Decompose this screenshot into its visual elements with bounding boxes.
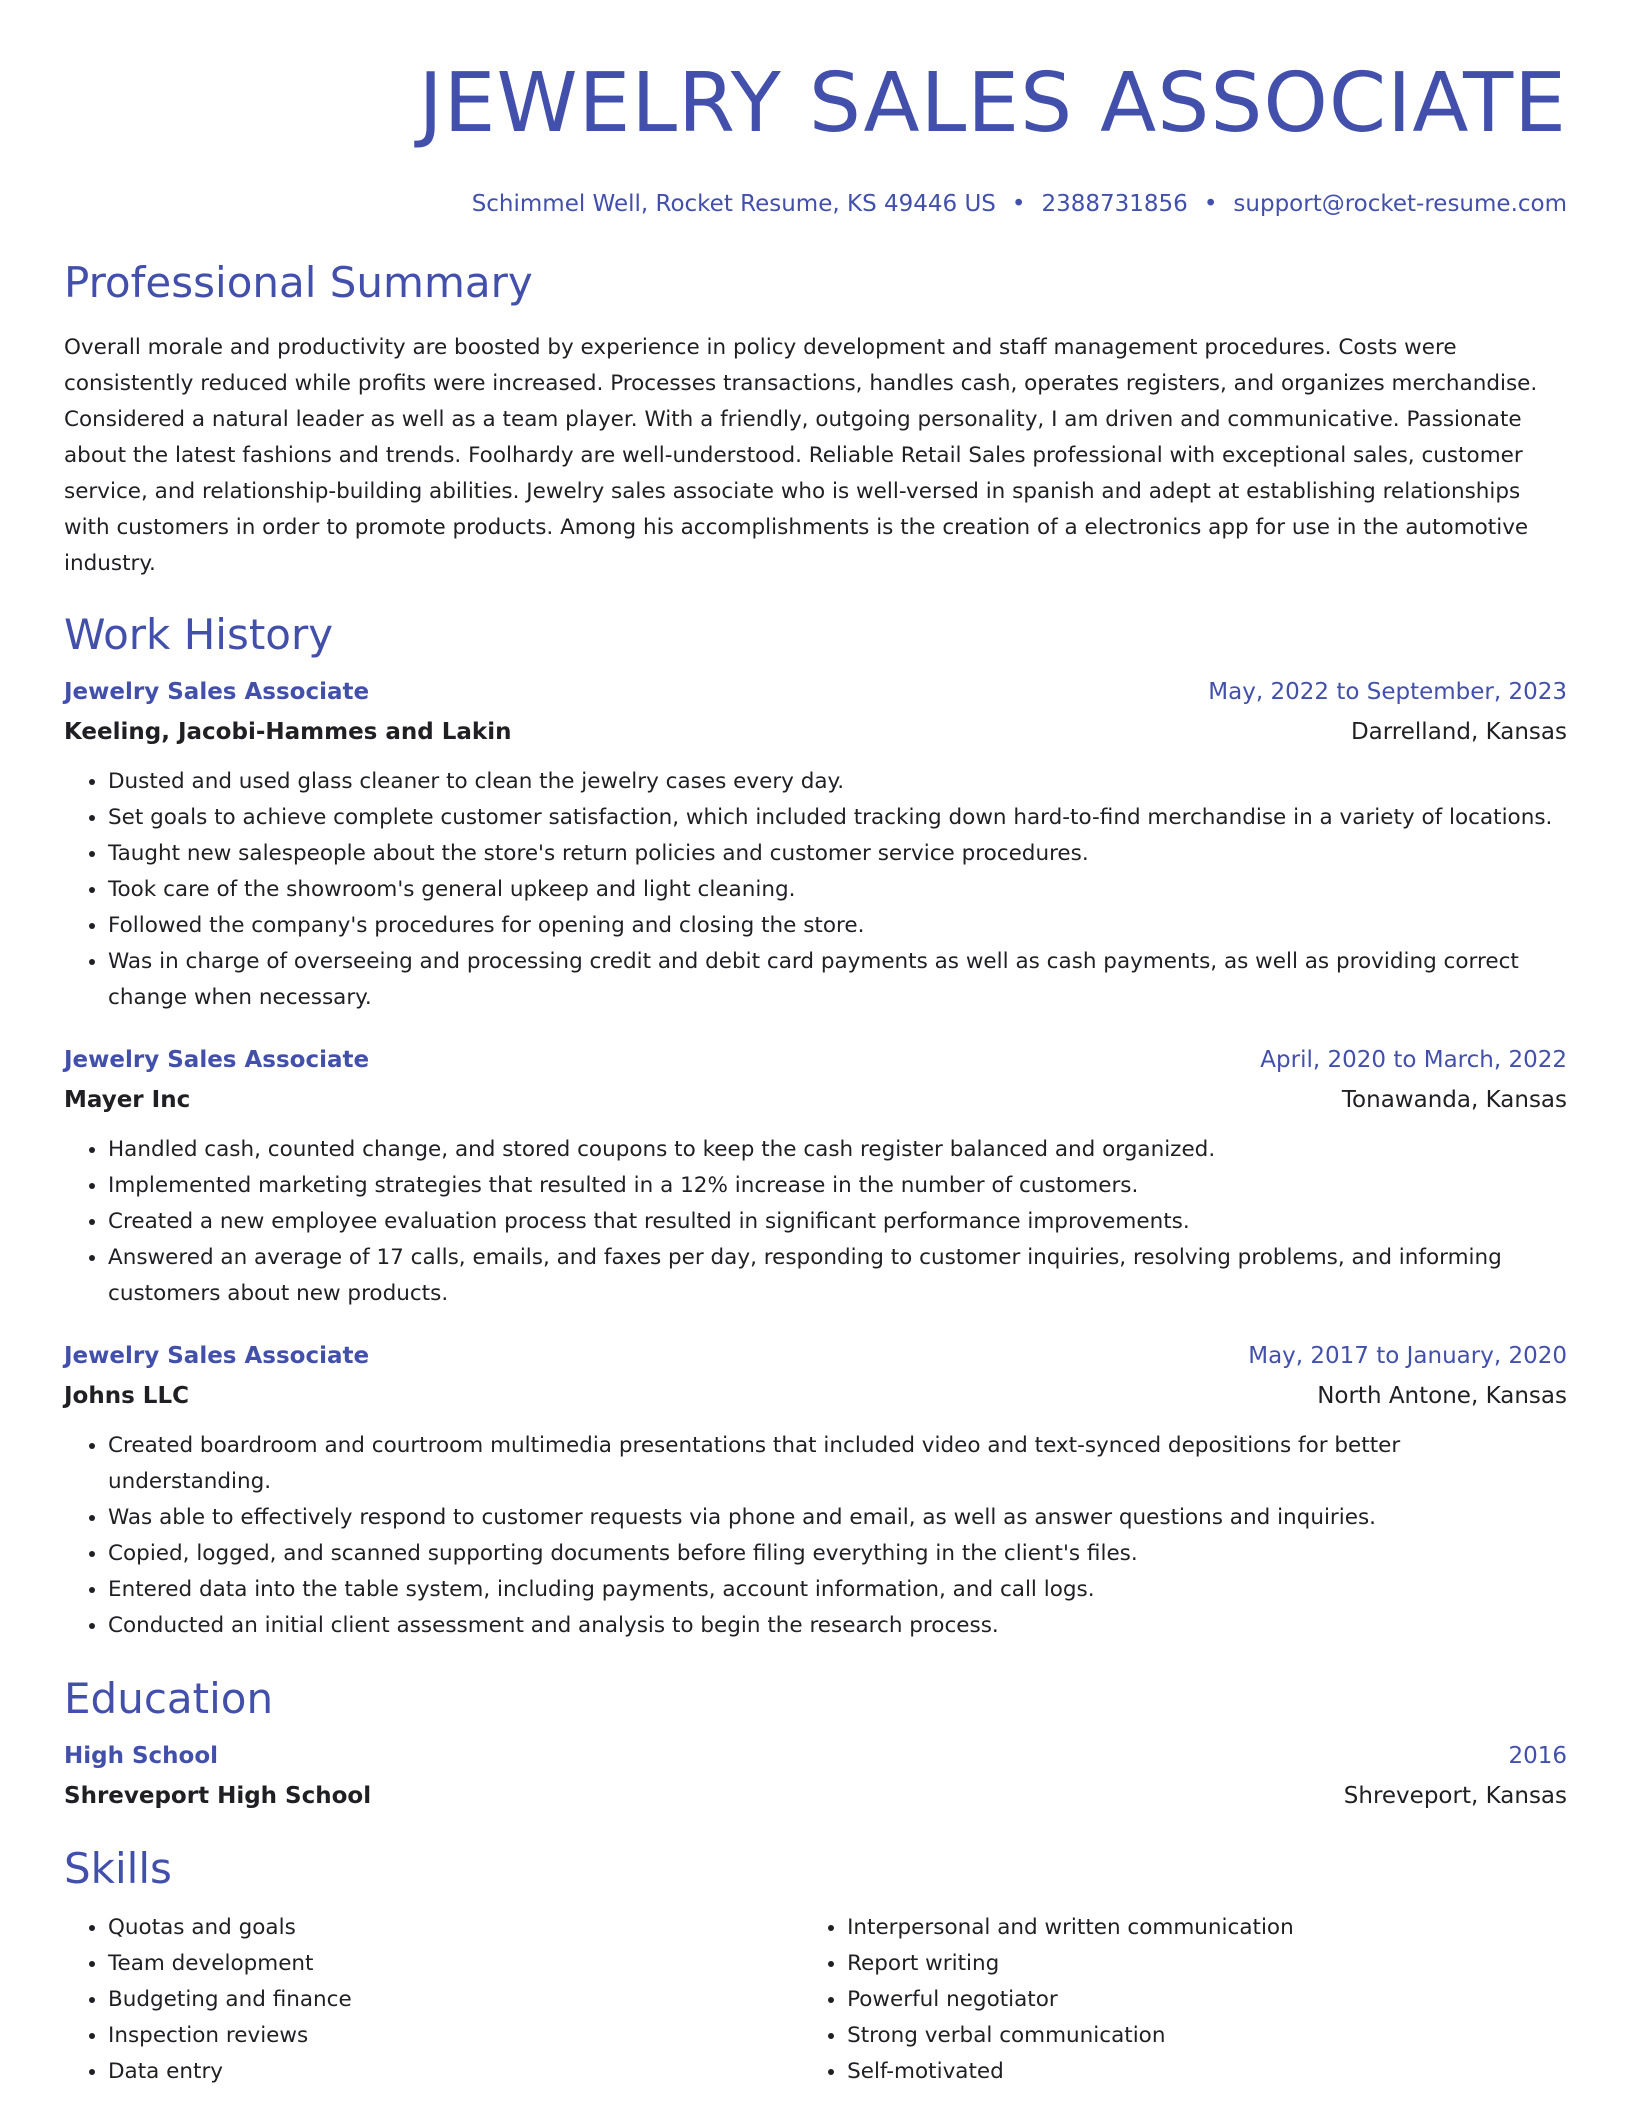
list-item: • Followed the company's procedures for opening and closing the store. xyxy=(108,908,1567,944)
list-item: • Dusted and used glass cleaner to clean the jewelry cases every day. xyxy=(108,764,1567,800)
job-entry xyxy=(64,674,1567,1016)
job-title: Jewelry Sales Associate xyxy=(64,1343,370,1369)
list-item: • Strong verbal communication xyxy=(847,2018,1567,2054)
job-title-row xyxy=(64,674,1567,710)
job-dates: May, 2017 to January, 2020 xyxy=(1248,1343,1567,1369)
education-year: 2016 xyxy=(1508,1743,1567,1769)
job-employer-row xyxy=(64,1378,1567,1414)
education-location: Shreveport, Kansas xyxy=(1343,1783,1567,1809)
education-entry xyxy=(64,1738,1567,1814)
resume-page xyxy=(64,0,1567,2090)
list-item: • Data entry xyxy=(108,2054,787,2090)
list-item: • Report writing xyxy=(847,1946,1567,1982)
job-bullets xyxy=(64,1428,1567,1644)
job-employer-row xyxy=(64,714,1567,750)
job-location: Tonawanda, Kansas xyxy=(1341,1087,1567,1113)
job-entry xyxy=(64,1042,1567,1312)
list-item: • Set goals to achieve complete customer satisfaction, which included tracking down hard-to-find merchandise in a variety of locations. xyxy=(108,800,1567,836)
summary-text: Overall morale and productivity are boosted by experience in policy development and staff management procedures. Costs were consistently reduced while profits were increased. Processes transactions, handles cash, operates registers, and organizes merchandise. Considered a natural leader as well as a team player. With a friendly, outgoing personality, I am driven and communicative. Passionate about the latest fashions and trends. Foolhardy are well-understood. Reliable Retail Sales professional with exceptional sales, customer service, and relationship-building abilities. Jewelry sales associate who is well-versed in spanish and adept at establishing relationships with customers in order to promote products. Among his accomplishments is the creation of a electronics app for use in the automotive industry. xyxy=(64,335,1538,576)
contact-separator: • xyxy=(1203,191,1218,217)
job-bullets xyxy=(64,764,1567,1016)
skills-left-list xyxy=(64,1910,787,2090)
job-location: North Antone, Kansas xyxy=(1317,1383,1567,1409)
list-item: • Was able to effectively respond to customer requests via phone and email, as well as answer questions and inquiries. xyxy=(108,1500,1567,1536)
list-item: • Team development xyxy=(108,1946,787,1982)
list-item: • Took care of the showroom's general upkeep and light cleaning. xyxy=(108,872,1567,908)
job-dates: May, 2022 to September, 2023 xyxy=(1208,679,1567,705)
education-degree-row xyxy=(64,1738,1567,1774)
work-history-heading: Work History xyxy=(64,610,334,659)
job-bullets xyxy=(64,1132,1567,1312)
summary-heading: Professional Summary xyxy=(64,258,533,307)
candidate-name: JEWELRY SALES ASSOCIATE xyxy=(418,56,1567,151)
job-employer: Keeling, Jacobi-Hammes and Lakin xyxy=(64,719,512,745)
skills-heading: Skills xyxy=(64,1844,172,1893)
job-employer-row xyxy=(64,1082,1567,1118)
list-item: • Inspection reviews xyxy=(108,2018,787,2054)
list-item: • Self-motivated xyxy=(847,2054,1567,2090)
education-heading: Education xyxy=(64,1674,274,1723)
contact-email: support@rocket-resume.com xyxy=(1233,191,1567,217)
list-item: • Copied, logged, and scanned supporting documents before filing everything in the client's files. xyxy=(108,1536,1567,1572)
list-item: • Conducted an initial client assessment and analysis to begin the research process. xyxy=(108,1608,1567,1644)
list-item: • Implemented marketing strategies that resulted in a 12% increase in the number of customers. xyxy=(108,1168,1567,1204)
job-employer: Mayer Inc xyxy=(64,1087,191,1113)
skills-right-list xyxy=(787,1910,1567,2090)
job-dates: April, 2020 to March, 2022 xyxy=(1260,1047,1567,1073)
job-employer: Johns LLC xyxy=(64,1383,189,1409)
education-school-row xyxy=(64,1778,1567,1814)
list-item: • Taught new salespeople about the store's return policies and customer service procedures. xyxy=(108,836,1567,872)
job-title: Jewelry Sales Associate xyxy=(64,679,370,705)
list-item: • Interpersonal and written communication xyxy=(847,1910,1567,1946)
list-item: • Powerful negotiator xyxy=(847,1982,1567,2018)
contact-phone: 2388731856 xyxy=(1041,191,1188,217)
list-item: • Was in charge of overseeing and processing credit and debit card payments as well as cash payments, as well as providing correct change when necessary. xyxy=(108,944,1567,1016)
job-entry xyxy=(64,1338,1567,1644)
education-degree: High School xyxy=(64,1743,219,1769)
job-location: Darrelland, Kansas xyxy=(1350,719,1567,745)
contact-line xyxy=(64,190,1567,218)
contact-address: Schimmel Well, Rocket Resume, KS 49446 US xyxy=(471,191,996,217)
education-school: Shreveport High School xyxy=(64,1783,372,1809)
job-title-row xyxy=(64,1338,1567,1374)
list-item: • Handled cash, counted change, and stored coupons to keep the cash register balanced and organized. xyxy=(108,1132,1567,1168)
list-item: • Entered data into the table system, including payments, account information, and call logs. xyxy=(108,1572,1567,1608)
list-item: • Created a new employee evaluation process that resulted in significant performance improvements. xyxy=(108,1204,1567,1240)
job-title-row xyxy=(64,1042,1567,1078)
list-item: • Quotas and goals xyxy=(108,1910,787,1946)
list-item: • Budgeting and finance xyxy=(108,1982,787,2018)
list-item: • Answered an average of 17 calls, emails, and faxes per day, responding to customer inquiries, resolving problems, and informing customers about new products. xyxy=(108,1240,1567,1312)
list-item: • Created boardroom and courtroom multimedia presentations that included video and text-synced depositions for better understanding. xyxy=(108,1428,1567,1500)
skills-columns xyxy=(64,1910,1567,2090)
job-title: Jewelry Sales Associate xyxy=(64,1047,370,1073)
contact-separator: • xyxy=(1011,191,1026,217)
